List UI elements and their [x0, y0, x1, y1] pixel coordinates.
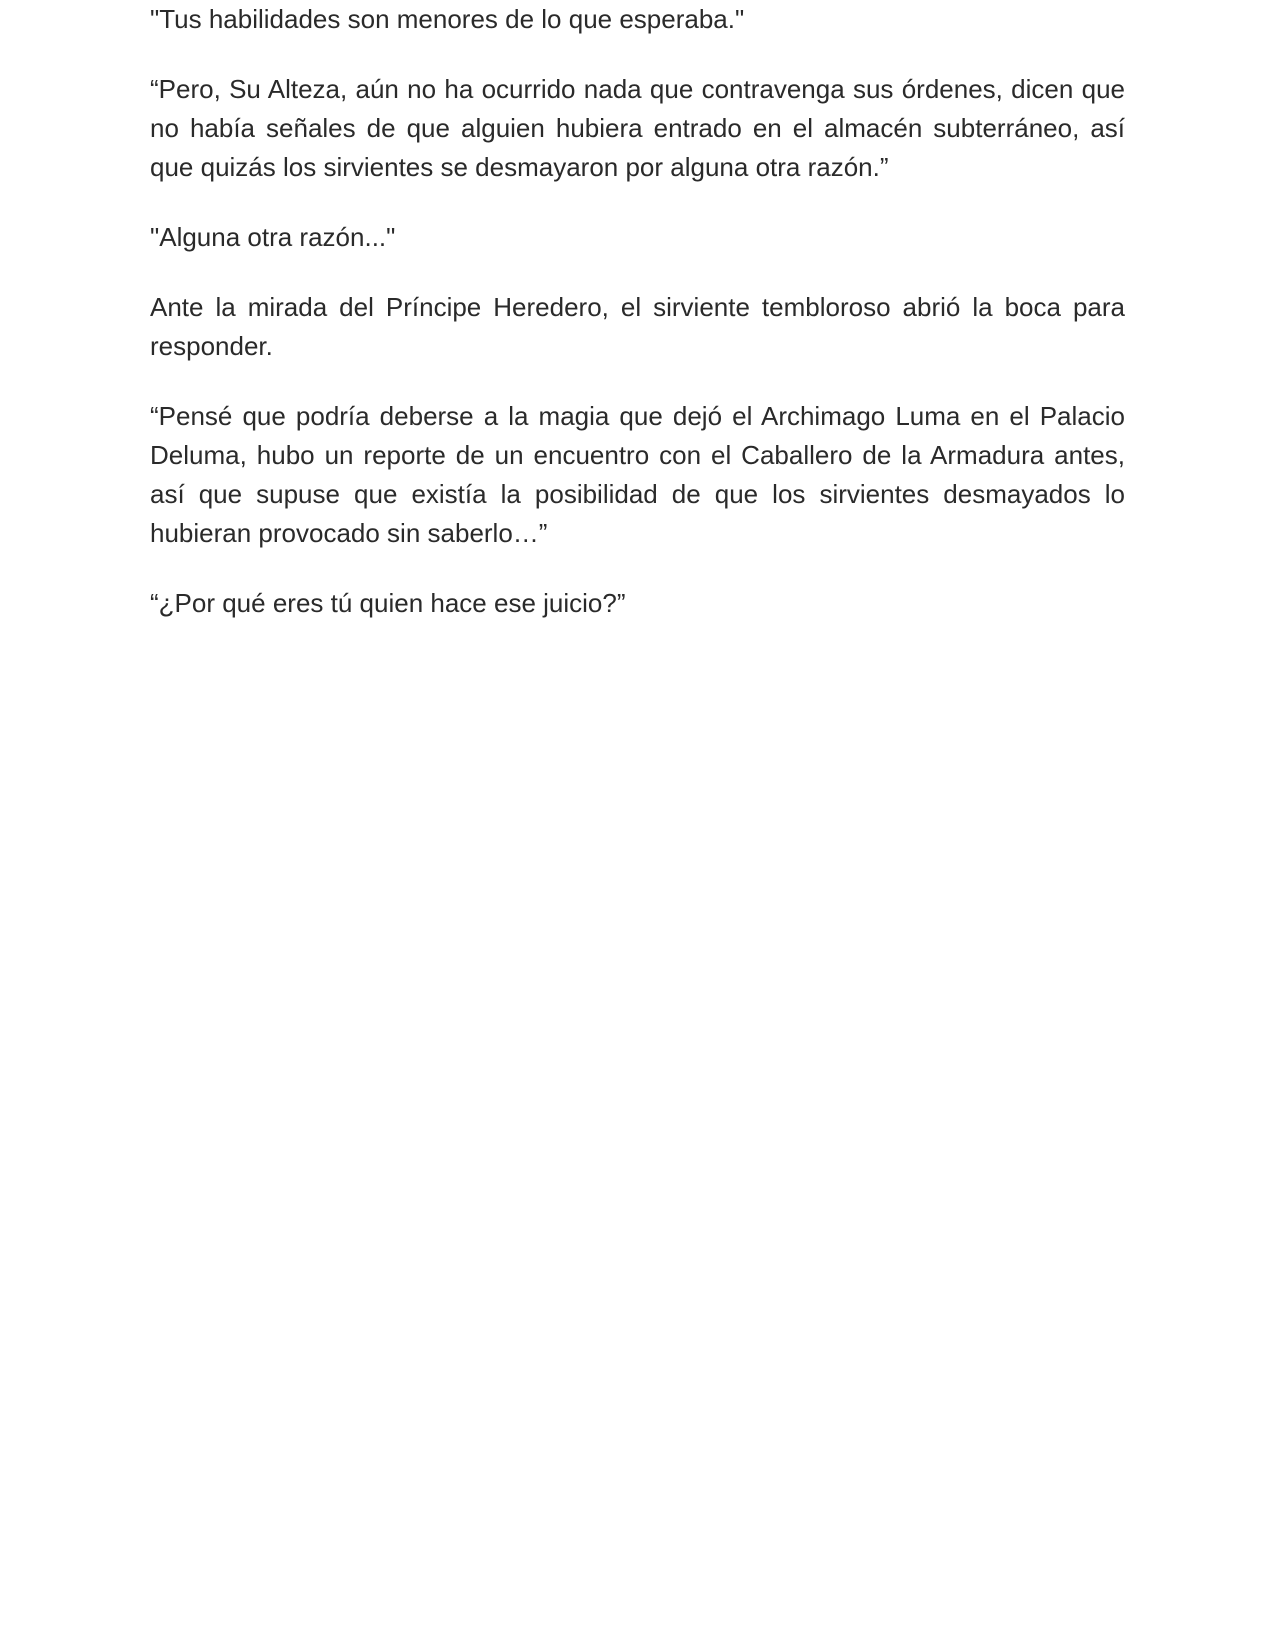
- paragraph-3: "Alguna otra razón...": [150, 222, 396, 252]
- paragraph-4: Ante la mirada del Príncipe Heredero, el sirviente tembloroso abrió la boca para responder.: [150, 292, 1125, 361]
- paragraph-1: "Tus habilidades son menores de lo que esperaba.": [150, 4, 745, 34]
- paragraph-6: “¿Por qué eres tú quien hace ese juicio?”: [150, 588, 626, 618]
- document-page: [150, 0, 1125, 654]
- paragraph-2: “Pero, Su Alteza, aún no ha ocurrido nada que contravenga sus órdenes, dicen que no había señales de que alguien hubiera entrado en el almacén subterráneo, así que quizás los sirvientes se desmayaron por alguna otra razón.”: [150, 74, 1125, 182]
- paragraph-5: “Pensé que podría deberse a la magia que dejó el Archimago Luma en el Palacio Deluma, hubo un reporte de un encuentro con el Caballero de la Armadura antes, así que supuse que existía la posibilidad de que los sirvientes desmayados lo hubieran provocado sin saberlo…”: [150, 401, 1125, 548]
